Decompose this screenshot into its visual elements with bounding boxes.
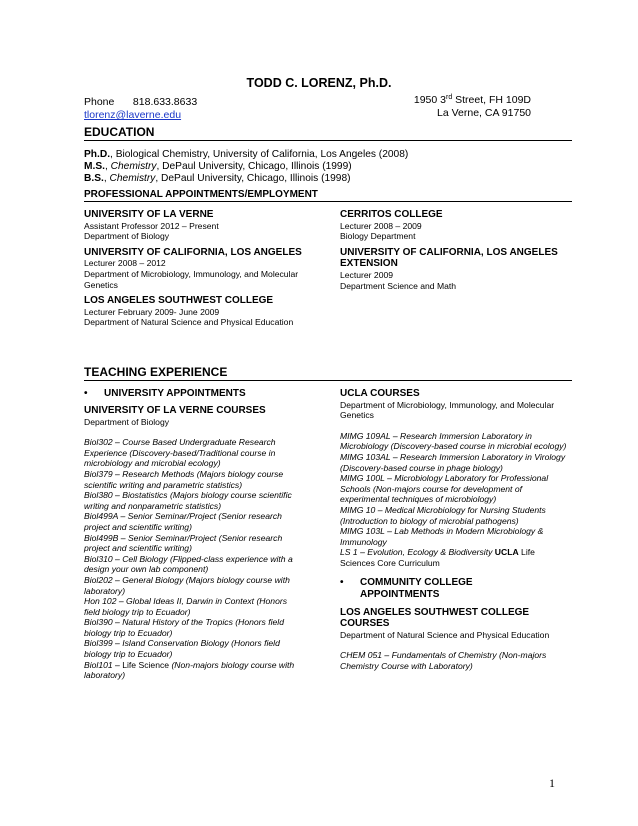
course-item: Biol302 – Course Based Undergraduate Research Experience (Discovery-based/Traditional course in microbiology and microbial ecology) [84, 437, 276, 469]
course-item: Biol101 – Life Science (Non-majors biology course with laboratory) [84, 659, 295, 681]
bullet-icon: • [340, 576, 344, 588]
education-list [84, 149, 408, 186]
email-link[interactable]: tlorenz@laverne.edu [84, 109, 182, 121]
phone-number: 818.633.8633 [132, 96, 198, 108]
education-heading: EDUCATION [84, 125, 572, 141]
course-item: Hon 102 – Global Ideas II, Darwin in Context (Honors field biology trip to Ecuador) [84, 596, 288, 617]
course-item: MIMG 103AL – Research Immersion Laboratory in Virology (Discovery-based course in phage biology) [340, 451, 566, 473]
page-number: 1 [549, 776, 555, 790]
ucla-courses-heading: UCLA COURSES [340, 388, 420, 399]
course-item: MIMG 10 – Medical Microbiology for Nursing Students (Introduction to biology of microbial pathogens) [340, 504, 546, 526]
appointments-right-column [340, 209, 572, 291]
course-item: Biol499B – Senior Seminar/Project (Senior research project and scientific writing) [84, 532, 283, 554]
course-item: Biol379 – Research Methods (Majors biology course scientific writing and parametric statistics) [84, 468, 284, 490]
course-item: Biol202 – General Biology (Majors biology course with laboratory) [84, 574, 290, 596]
course-item: Biol499A – Senior Seminar/Project (Senior research project and scientific writing) [84, 511, 282, 532]
address-line: 1950 3rd Street, FH 109D [413, 94, 531, 106]
university-appointments-bullet: • UNIVERSITY APPOINTMENTS [84, 388, 246, 399]
appointment-ucla-extension: UNIVERSITY OF CALIFORNIA, LOS ANGELES EXTENSION Lecturer 2009 Department Science and Math [340, 246, 558, 291]
course-item: MIMG 100L – Microbiology Laboratory for Professional Schools (Non-majors course for development of experimental techniques of microbiology) [340, 473, 549, 505]
course-item: Biol390 – Natural History of the Tropics (Honors field biology trip to Ecuador) [84, 617, 284, 638]
appointments-heading: PROFESSIONAL APPOINTMENTS/EMPLOYMENT [84, 189, 572, 202]
teaching-left-column [84, 388, 302, 681]
course-item: MIMG 109AL – Research Immersion Laboratory in Microbiology (Discovery-based course in microbial ecology) [340, 430, 567, 452]
lasc-courses-heading: LOS ANGELES SOUTHWEST COLLEGE COURSES [340, 606, 530, 630]
ucla-dept: Department of Microbiology, Immunology, and Molecular Genetics [340, 399, 555, 421]
course-item: LS 1 – Evolution, Ecology & Biodiversity UCLA Life Sciences Core Curriculum [340, 547, 535, 568]
course-item: Biol380 – Biostatistics (Majors biology course scientific writing and nonparametric statistics) [84, 490, 292, 511]
course-item: Biol399 – Island Conservation Biology (Honors field biology trip to Ecuador) [84, 638, 280, 660]
contact-right [414, 94, 531, 120]
appointment-cerritos: CERRITOS COLLEGE Lecturer 2008 – 2009 Biology Department [340, 209, 443, 242]
appointment-lasc: LOS ANGELES SOUTHWEST COLLEGE Lecturer February 2009- June 2009 Department of Natural Science and Physical Education [84, 295, 294, 328]
community-college-bullet: • COMMUNITY COLLEGE APPOINTMENTS [340, 576, 473, 600]
course-item: Biol310 – Cell Biology (Flipped-class experience with a design your own lab component) [84, 553, 293, 575]
contact-left [84, 96, 197, 122]
course-item: CHEM 051 – Fundamentals of Chemistry (Non-majors Chemistry Course with Laboratory) [340, 650, 547, 671]
phone-line [84, 96, 197, 109]
degree-bs: B.S., Chemistry, DePaul University, Chicago, Illinois (1998) [84, 173, 351, 185]
bullet-icon: • [84, 388, 88, 399]
ucla-course-list [340, 431, 572, 569]
ulv-dept: Department of Biology [84, 416, 170, 427]
resume-name: TODD C. LORENZ, Ph.D. [246, 76, 392, 90]
course-item: MIMG 103L – Lab Methods in Modern Microbiology & Immunology [340, 526, 544, 547]
teaching-right-column [340, 388, 572, 671]
ulv-course-list [84, 437, 302, 681]
city-line: La Verne, CA 91750 [437, 107, 531, 119]
ulv-courses-heading: UNIVERSITY OF LA VERNE COURSES [84, 405, 266, 416]
lasc-dept: Department of Natural Science and Physical Education [340, 629, 550, 640]
appointment-ulv: UNIVERSITY OF LA VERNE Assistant Professor 2012 – Present Department of Biology [84, 209, 219, 242]
teaching-heading: TEACHING EXPERIENCE [84, 365, 572, 381]
appointments-left-column [84, 209, 302, 328]
appointment-ucla: UNIVERSITY OF CALIFORNIA, LOS ANGELES Lecturer 2008 – 2012 Department of Microbiology, Immunology, and Molecular Genetics [84, 246, 302, 290]
degree-ms: M.S., Chemistry, DePaul University, Chicago, Illinois (1999) [84, 161, 352, 173]
phone-label: Phone [84, 96, 115, 108]
degree-phd: Ph.D., Biological Chemistry, University of California, Los Angeles (2008) [84, 149, 409, 160]
